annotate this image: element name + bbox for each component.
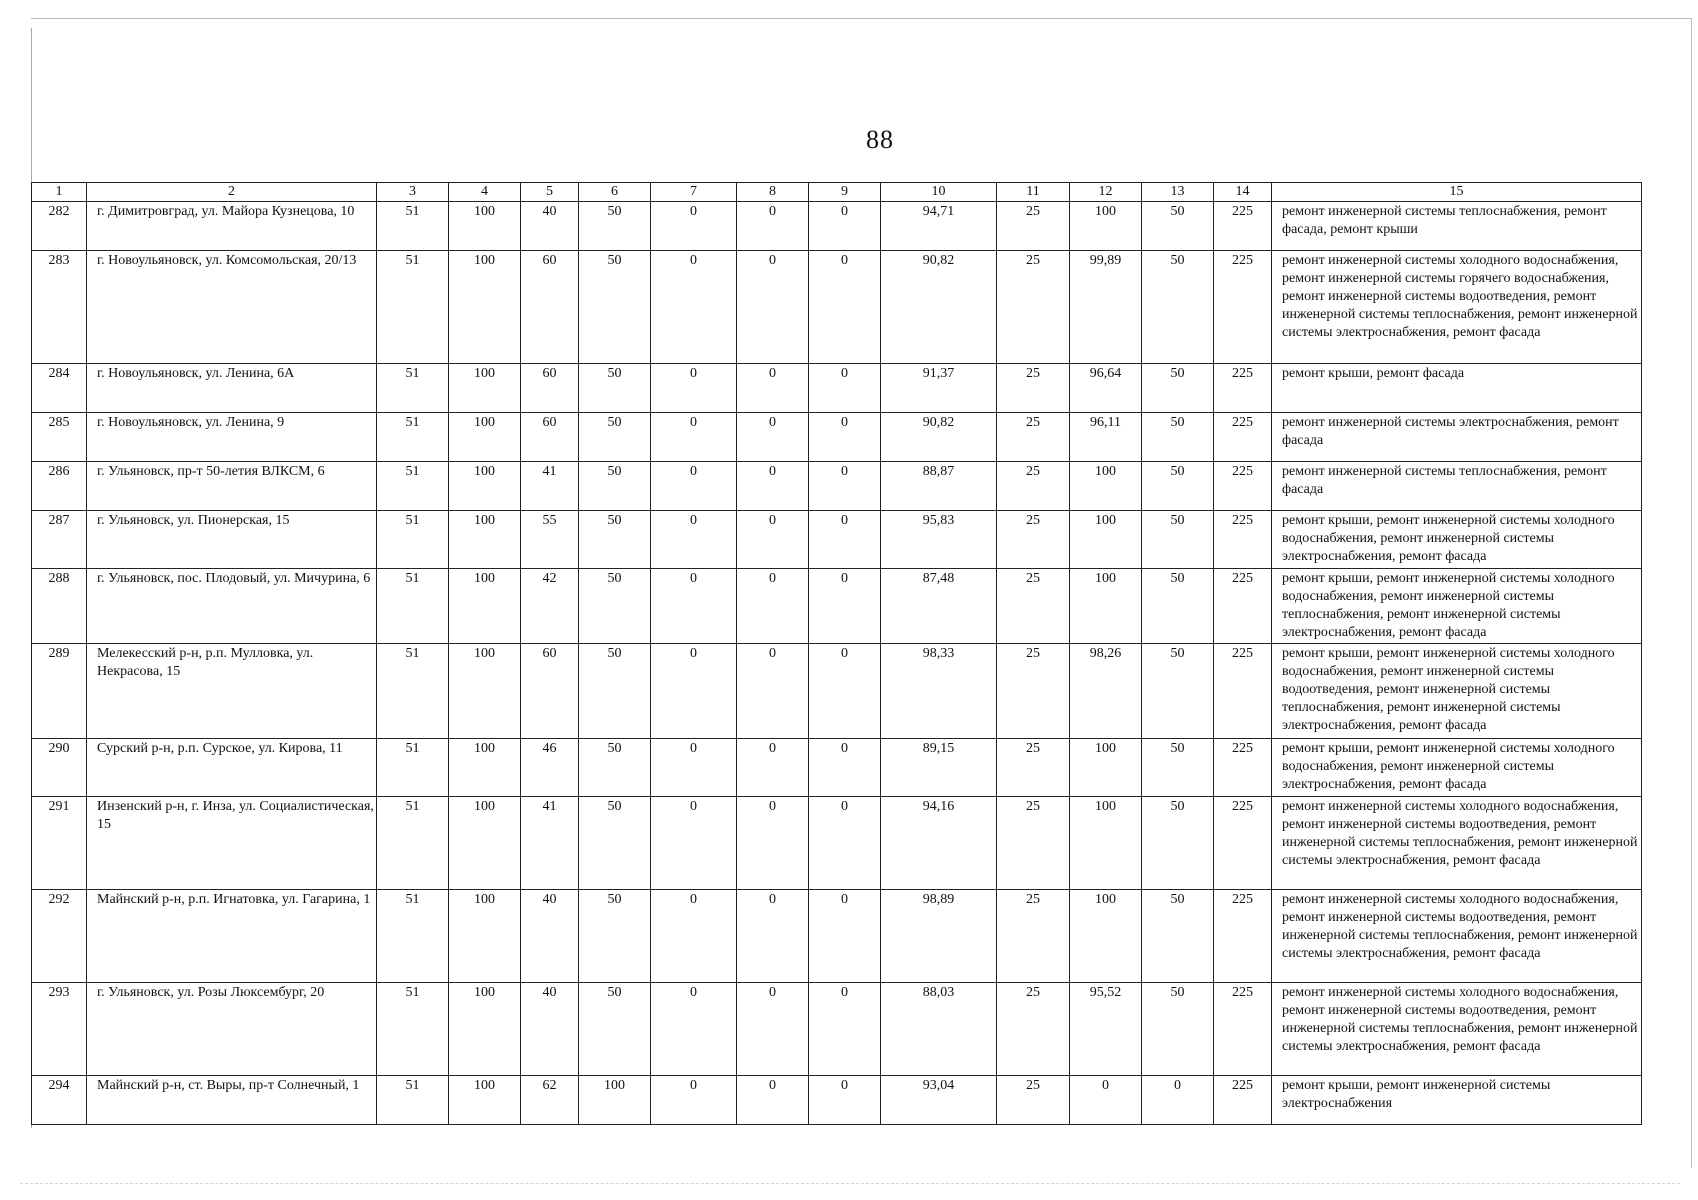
value-cell: 0 <box>809 511 881 569</box>
value-cell: 98,26 <box>1070 644 1142 739</box>
value-cell: 50 <box>579 890 651 983</box>
column-header: 11 <box>997 183 1070 202</box>
value-cell: 225 <box>1214 890 1272 983</box>
value-cell: 98,89 <box>881 890 997 983</box>
value-cell: 225 <box>1214 413 1272 462</box>
value-cell: 100 <box>449 202 521 251</box>
value-cell: 51 <box>377 644 449 739</box>
value-cell: 0 <box>737 1076 809 1125</box>
value-cell: 55 <box>521 511 579 569</box>
works-cell: ремонт инженерной системы холодного водоснабжения, ремонт инженерной системы водоотведения, ремонт инженерной системы теплоснабжения, ремонт инженерной системы электроснабжения, ремонт фасада <box>1272 983 1642 1076</box>
value-cell: 100 <box>1070 797 1142 890</box>
value-cell: 0 <box>651 364 737 413</box>
value-cell: 94,16 <box>881 797 997 890</box>
value-cell: 100 <box>449 413 521 462</box>
value-cell: 225 <box>1214 1076 1272 1125</box>
value-cell: 25 <box>997 569 1070 644</box>
value-cell: 0 <box>651 202 737 251</box>
address-cell: Сурский р-н, р.п. Сурское, ул. Кирова, 11 <box>87 739 377 797</box>
value-cell: 225 <box>1214 644 1272 739</box>
works-cell: ремонт инженерной системы теплоснабжения, ремонт фасада, ремонт крыши <box>1272 202 1642 251</box>
value-cell: 0 <box>809 644 881 739</box>
row-number-cell: 284 <box>32 364 87 413</box>
scan-noise-line <box>20 1183 1680 1184</box>
table-row <box>32 739 1642 797</box>
scan-border-top <box>31 18 1691 19</box>
value-cell: 94,71 <box>881 202 997 251</box>
value-cell: 50 <box>1142 462 1214 511</box>
value-cell: 225 <box>1214 364 1272 413</box>
value-cell: 0 <box>809 413 881 462</box>
value-cell: 0 <box>737 890 809 983</box>
value-cell: 100 <box>1070 202 1142 251</box>
address-cell: г. Ульяновск, пр-т 50-летия ВЛКСМ, 6 <box>87 462 377 511</box>
row-number-cell: 288 <box>32 569 87 644</box>
value-cell: 0 <box>737 202 809 251</box>
value-cell: 91,37 <box>881 364 997 413</box>
column-header: 6 <box>579 183 651 202</box>
value-cell: 60 <box>521 251 579 364</box>
value-cell: 0 <box>737 251 809 364</box>
value-cell: 0 <box>651 413 737 462</box>
table-row <box>32 1076 1642 1125</box>
address-cell: г. Новоульяновск, ул. Комсомольская, 20/13 <box>87 251 377 364</box>
table-row <box>32 413 1642 462</box>
value-cell: 0 <box>651 739 737 797</box>
value-cell: 100 <box>1070 569 1142 644</box>
value-cell: 100 <box>1070 511 1142 569</box>
works-cell: ремонт инженерной системы холодного водоснабжения, ремонт инженерной системы водоотведения, ремонт инженерной системы теплоснабжения, ремонт инженерной системы электроснабжения, ремонт фасада <box>1272 890 1642 983</box>
row-number-cell: 293 <box>32 983 87 1076</box>
column-header: 1 <box>32 183 87 202</box>
value-cell: 50 <box>579 569 651 644</box>
value-cell: 0 <box>809 364 881 413</box>
value-cell: 225 <box>1214 251 1272 364</box>
value-cell: 99,89 <box>1070 251 1142 364</box>
value-cell: 88,03 <box>881 983 997 1076</box>
value-cell: 95,52 <box>1070 983 1142 1076</box>
value-cell: 100 <box>449 364 521 413</box>
value-cell: 0 <box>737 462 809 511</box>
value-cell: 0 <box>651 644 737 739</box>
value-cell: 25 <box>997 462 1070 511</box>
column-header: 5 <box>521 183 579 202</box>
address-cell: г. Димитровград, ул. Майора Кузнецова, 10 <box>87 202 377 251</box>
value-cell: 41 <box>521 797 579 890</box>
table-row <box>32 202 1642 251</box>
value-cell: 88,87 <box>881 462 997 511</box>
value-cell: 25 <box>997 797 1070 890</box>
value-cell: 50 <box>1142 413 1214 462</box>
value-cell: 0 <box>809 890 881 983</box>
value-cell: 50 <box>579 644 651 739</box>
value-cell: 50 <box>579 739 651 797</box>
address-cell: г. Ульяновск, ул. Розы Люксембург, 20 <box>87 983 377 1076</box>
value-cell: 50 <box>1142 364 1214 413</box>
value-cell: 225 <box>1214 202 1272 251</box>
value-cell: 0 <box>651 983 737 1076</box>
value-cell: 225 <box>1214 983 1272 1076</box>
value-cell: 0 <box>651 462 737 511</box>
value-cell: 0 <box>1142 1076 1214 1125</box>
value-cell: 225 <box>1214 569 1272 644</box>
column-header: 15 <box>1272 183 1642 202</box>
value-cell: 100 <box>1070 739 1142 797</box>
value-cell: 25 <box>997 413 1070 462</box>
value-cell: 51 <box>377 462 449 511</box>
value-cell: 100 <box>449 569 521 644</box>
column-header: 10 <box>881 183 997 202</box>
value-cell: 225 <box>1214 511 1272 569</box>
value-cell: 0 <box>737 364 809 413</box>
value-cell: 50 <box>1142 983 1214 1076</box>
value-cell: 50 <box>1142 569 1214 644</box>
value-cell: 100 <box>449 890 521 983</box>
works-cell: ремонт крыши, ремонт инженерной системы электроснабжения <box>1272 1076 1642 1125</box>
value-cell: 0 <box>737 413 809 462</box>
value-cell: 0 <box>809 1076 881 1125</box>
works-cell: ремонт инженерной системы электроснабжения, ремонт фасада <box>1272 413 1642 462</box>
value-cell: 0 <box>737 569 809 644</box>
page-number: 88 <box>866 125 894 154</box>
value-cell: 89,15 <box>881 739 997 797</box>
table-row <box>32 983 1642 1076</box>
works-cell: ремонт инженерной системы холодного водоснабжения, ремонт инженерной системы горячего водоснабжения, ремонт инженерной системы водоотведения, ремонт инженерной системы теплоснабжения, ремонт инженерной системы электроснабжения, ремонт фасада <box>1272 251 1642 364</box>
works-cell: ремонт инженерной системы теплоснабжения, ремонт фасада <box>1272 462 1642 511</box>
value-cell: 25 <box>997 202 1070 251</box>
value-cell: 42 <box>521 569 579 644</box>
value-cell: 50 <box>1142 511 1214 569</box>
value-cell: 50 <box>1142 251 1214 364</box>
table-row <box>32 511 1642 569</box>
value-cell: 87,48 <box>881 569 997 644</box>
value-cell: 50 <box>579 413 651 462</box>
value-cell: 100 <box>449 1076 521 1125</box>
value-cell: 0 <box>1070 1076 1142 1125</box>
address-cell: г. Ульяновск, пос. Плодовый, ул. Мичурина, 6 <box>87 569 377 644</box>
value-cell: 100 <box>579 1076 651 1125</box>
row-number-cell: 294 <box>32 1076 87 1125</box>
value-cell: 25 <box>997 364 1070 413</box>
value-cell: 98,33 <box>881 644 997 739</box>
value-cell: 50 <box>579 364 651 413</box>
value-cell: 25 <box>997 644 1070 739</box>
header-row <box>32 183 1642 202</box>
value-cell: 50 <box>579 462 651 511</box>
value-cell: 100 <box>449 462 521 511</box>
value-cell: 60 <box>521 413 579 462</box>
value-cell: 225 <box>1214 739 1272 797</box>
value-cell: 100 <box>1070 462 1142 511</box>
table-row <box>32 364 1642 413</box>
table-body <box>32 202 1642 1125</box>
value-cell: 50 <box>1142 202 1214 251</box>
column-header: 7 <box>651 183 737 202</box>
value-cell: 40 <box>521 890 579 983</box>
row-number-cell: 291 <box>32 797 87 890</box>
row-number-cell: 290 <box>32 739 87 797</box>
value-cell: 95,83 <box>881 511 997 569</box>
value-cell: 0 <box>651 890 737 983</box>
value-cell: 50 <box>579 202 651 251</box>
works-cell: ремонт крыши, ремонт инженерной системы холодного водоснабжения, ремонт инженерной системы электроснабжения, ремонт фасада <box>1272 739 1642 797</box>
value-cell: 225 <box>1214 797 1272 890</box>
value-cell: 90,82 <box>881 251 997 364</box>
value-cell: 0 <box>651 251 737 364</box>
works-cell: ремонт крыши, ремонт инженерной системы холодного водоснабжения, ремонт инженерной системы теплоснабжения, ремонт инженерной системы электроснабжения, ремонт фасада <box>1272 569 1642 644</box>
scan-border-right <box>1691 18 1692 1168</box>
value-cell: 50 <box>1142 890 1214 983</box>
value-cell: 0 <box>737 983 809 1076</box>
address-cell: Инзенский р-н, г. Инза, ул. Социалистическая, 15 <box>87 797 377 890</box>
value-cell: 0 <box>737 797 809 890</box>
address-cell: г. Новоульяновск, ул. Ленина, 9 <box>87 413 377 462</box>
value-cell: 0 <box>651 511 737 569</box>
value-cell: 50 <box>579 251 651 364</box>
value-cell: 50 <box>579 511 651 569</box>
value-cell: 41 <box>521 462 579 511</box>
table-row <box>32 251 1642 364</box>
value-cell: 0 <box>809 569 881 644</box>
row-number-cell: 289 <box>32 644 87 739</box>
value-cell: 225 <box>1214 462 1272 511</box>
column-header: 14 <box>1214 183 1272 202</box>
value-cell: 60 <box>521 364 579 413</box>
value-cell: 50 <box>579 983 651 1076</box>
column-header: 8 <box>737 183 809 202</box>
table-row <box>32 462 1642 511</box>
value-cell: 0 <box>651 569 737 644</box>
value-cell: 25 <box>997 890 1070 983</box>
value-cell: 0 <box>651 797 737 890</box>
value-cell: 0 <box>809 251 881 364</box>
value-cell: 46 <box>521 739 579 797</box>
value-cell: 25 <box>997 739 1070 797</box>
value-cell: 50 <box>1142 644 1214 739</box>
value-cell: 25 <box>997 1076 1070 1125</box>
value-cell: 50 <box>1142 797 1214 890</box>
table-row <box>32 644 1642 739</box>
value-cell: 0 <box>737 739 809 797</box>
value-cell: 50 <box>1142 739 1214 797</box>
address-cell: г. Ульяновск, ул. Пионерская, 15 <box>87 511 377 569</box>
value-cell: 51 <box>377 364 449 413</box>
address-cell: г. Новоульяновск, ул. Ленина, 6А <box>87 364 377 413</box>
value-cell: 0 <box>809 202 881 251</box>
value-cell: 51 <box>377 739 449 797</box>
value-cell: 51 <box>377 511 449 569</box>
table-row <box>32 797 1642 890</box>
row-number-cell: 287 <box>32 511 87 569</box>
value-cell: 25 <box>997 511 1070 569</box>
value-cell: 40 <box>521 983 579 1076</box>
value-cell: 51 <box>377 890 449 983</box>
works-cell: ремонт крыши, ремонт фасада <box>1272 364 1642 413</box>
works-cell: ремонт крыши, ремонт инженерной системы холодного водоснабжения, ремонт инженерной системы электроснабжения, ремонт фасада <box>1272 511 1642 569</box>
column-header: 2 <box>87 183 377 202</box>
value-cell: 0 <box>651 1076 737 1125</box>
row-number-cell: 286 <box>32 462 87 511</box>
value-cell: 0 <box>737 511 809 569</box>
column-header: 9 <box>809 183 881 202</box>
table-row <box>32 890 1642 983</box>
value-cell: 96,64 <box>1070 364 1142 413</box>
value-cell: 100 <box>449 983 521 1076</box>
value-cell: 0 <box>809 983 881 1076</box>
row-number-cell: 285 <box>32 413 87 462</box>
works-cell: ремонт крыши, ремонт инженерной системы холодного водоснабжения, ремонт инженерной системы водоотведения, ремонт инженерной системы теплоснабжения, ремонт инженерной системы электроснабжения, ремонт фасада <box>1272 644 1642 739</box>
value-cell: 100 <box>1070 890 1142 983</box>
works-cell: ремонт инженерной системы холодного водоснабжения, ремонт инженерной системы водоотведения, ремонт инженерной системы теплоснабжения, ремонт инженерной системы электроснабжения, ремонт фасада <box>1272 797 1642 890</box>
row-number-cell: 292 <box>32 890 87 983</box>
data-table <box>31 182 1642 1125</box>
column-header: 12 <box>1070 183 1142 202</box>
value-cell: 0 <box>809 739 881 797</box>
value-cell: 25 <box>997 251 1070 364</box>
value-cell: 100 <box>449 251 521 364</box>
value-cell: 25 <box>997 983 1070 1076</box>
value-cell: 40 <box>521 202 579 251</box>
table-row <box>32 569 1642 644</box>
value-cell: 51 <box>377 251 449 364</box>
row-number-cell: 283 <box>32 251 87 364</box>
value-cell: 51 <box>377 202 449 251</box>
address-cell: Мелекесский р-н, р.п. Мулловка, ул. Некрасова, 15 <box>87 644 377 739</box>
value-cell: 100 <box>449 644 521 739</box>
value-cell: 50 <box>579 797 651 890</box>
value-cell: 100 <box>449 511 521 569</box>
row-number-cell: 282 <box>32 202 87 251</box>
value-cell: 0 <box>809 797 881 890</box>
value-cell: 60 <box>521 644 579 739</box>
value-cell: 51 <box>377 1076 449 1125</box>
column-header: 13 <box>1142 183 1214 202</box>
value-cell: 51 <box>377 983 449 1076</box>
value-cell: 96,11 <box>1070 413 1142 462</box>
value-cell: 100 <box>449 797 521 890</box>
address-cell: Майнский р-н, р.п. Игнатовка, ул. Гагарина, 1 <box>87 890 377 983</box>
column-header: 3 <box>377 183 449 202</box>
value-cell: 0 <box>737 644 809 739</box>
value-cell: 51 <box>377 797 449 890</box>
value-cell: 51 <box>377 569 449 644</box>
value-cell: 62 <box>521 1076 579 1125</box>
value-cell: 100 <box>449 739 521 797</box>
value-cell: 51 <box>377 413 449 462</box>
value-cell: 0 <box>809 462 881 511</box>
address-cell: Майнский р-н, ст. Выры, пр-т Солнечный, 1 <box>87 1076 377 1125</box>
value-cell: 93,04 <box>881 1076 997 1125</box>
value-cell: 90,82 <box>881 413 997 462</box>
column-header: 4 <box>449 183 521 202</box>
